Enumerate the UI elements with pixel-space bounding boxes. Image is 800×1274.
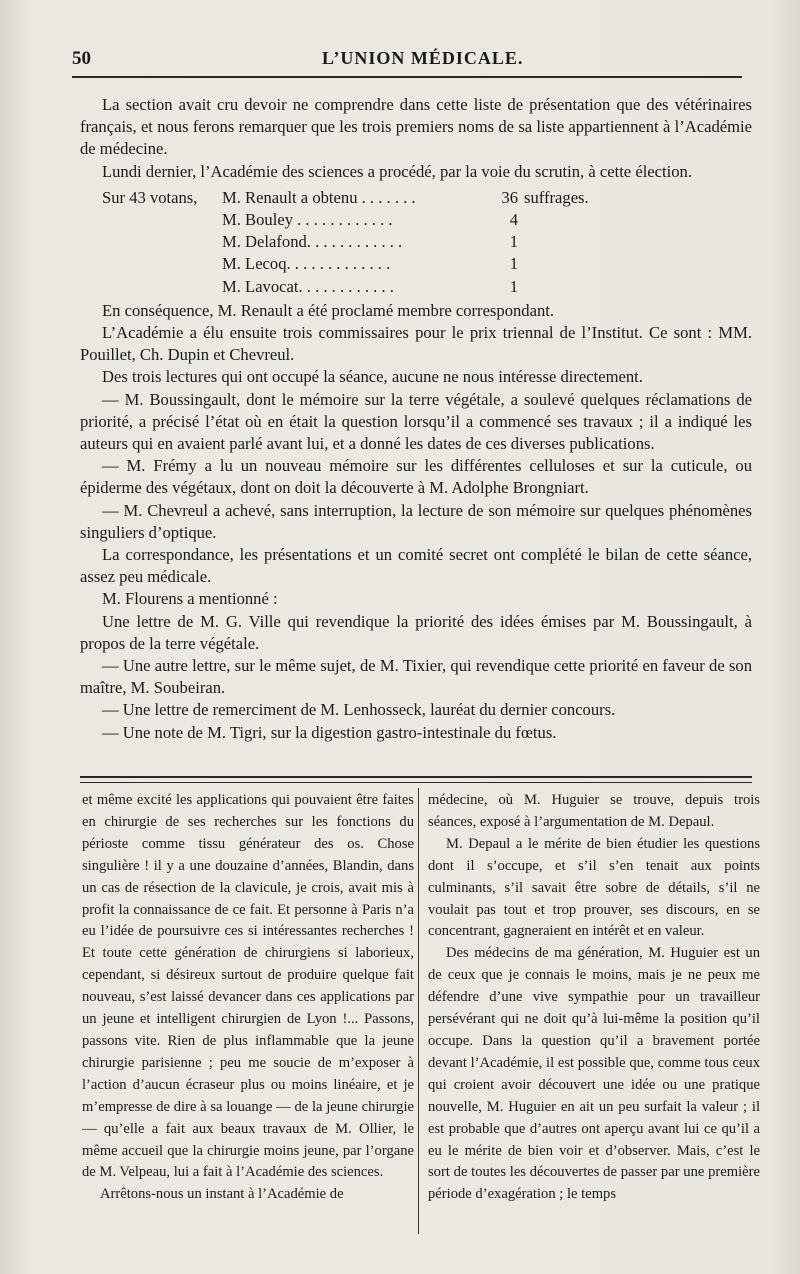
vote-row [102,209,644,231]
vote-row [102,231,644,253]
vote-name: M. Renault a obtenu . . . . . . . [222,187,416,207]
paragraph: La section avait cru devoir ne comprendre dans cette liste de présentation que des vétérinaires français, et nous ferons remarquer que les trois premiers noms de sa liste appartiennent à l’Académie de médecine. [80,95,752,159]
vote-count: 36 [501,187,518,207]
paragraph: L’Académie a élu ensuite trois commissaires pour le prix triennal de l’Institut. Ce sont : MM. Pouillet, Ch. Dupin et Chevreul. [80,323,752,365]
feuilleton-right-column [428,790,760,1206]
paragraph: M. Depaul a le mérite de bien étudier les questions dont il s’occupe, et s’il s’en tenait aux points culminants, s’il savait être sobre de détails, s’il ne voulait pas tout et trop prouver, ses discours, en se concentrant, gagneraient en intérêt et en valeur. [428,835,760,940]
vote-row [102,253,644,275]
vote-count: 1 [509,276,518,296]
column-divider [418,788,419,1234]
paragraph: M. Flourens a mentionné : [102,589,278,609]
paragraph: En conséquence, M. Renault a été proclamé membre correspondant. [102,300,555,320]
vote-suffix [524,209,644,231]
vote-suffix [524,253,644,275]
paragraph: — Une lettre de remerciment de M. Lenhosseck, lauréat du dernier concours. [102,700,616,720]
vote-count: 1 [509,254,518,274]
paragraph: Lundi dernier, l’Académie des sciences a procédé, par la voie du scrutin, à cette élection. [102,161,692,181]
vote-name: M. Delafond. . . . . . . . . . . . [222,232,403,252]
vote-prefix [102,209,222,231]
vote-count: 4 [509,210,518,230]
header-rule [72,76,742,78]
paragraph: — Une note de M. Tigri, sur la digestion gastro-intestinale du fœtus. [102,722,557,742]
page-number: 50 [72,48,91,69]
paragraph: — Une autre lettre, sur le même sujet, de M. Tixier, qui revendique cette priorité en faveur de son maître, M. Soubeiran. [80,656,752,698]
section-divider [80,776,752,783]
feuilleton-left-column [82,790,414,1206]
vote-row [102,276,644,298]
page-header [72,48,742,76]
paragraph: — M. Frémy a lu un nouveau mémoire sur les différentes celluloses et sur la cuticule, ou épiderme des végétaux, dont on doit la découverte à M. Adolphe Brongniart. [80,456,752,498]
paragraph: Des médecins de ma génération, M. Huguier est un de ceux que je connais le moins, mais je ne peux me défendre d’une vive sympathie pour un travailleur persévérant qui ne doit qu’à lui-même la position qu’il occupe. Dans la question qu’il a bravement portée devant l’Académie, il est possible que, comme tous ceux qui croient avoir découvert une idée ou une pratique nouvelle, M. Huguier en ait un peu surfait la valeur ; il est probable que d’autres ont aperçu avant lui ce qu’il a eu le mérite de bien voir et d’observer. Mais, c’est le sort de toutes les découvertes de passer par une première période d’exagération ; le temps [428,945,760,1203]
journal-title: L’UNION MÉDICALE. [322,48,524,68]
paragraph: La correspondance, les présentations et un comité secret ont complété le bilan de cette séance, assez peu médicale. [80,545,752,587]
vote-name: M. Bouley . . . . . . . . . . . . [222,210,393,230]
vote-count: 1 [509,232,518,252]
paragraph: Arrêtons-nous un instant à l’Académie de [100,1186,344,1203]
paragraph: et même excité les applications qui pouvaient être faites en chirurgie de ses recherches sur les fonctions du périoste comme tissu générateur des os. Chose singulière ! il y a une douzaine d’années, Blandin, dans un cas de résection de la clavicule, je crois, avait mis à profit la connaissance de ce fait. Et personne à Paris n’a eu l’idée de poursuivre ces si intéressantes recherches ! Et toute cette génération de chirurgiens si laborieux, cependant, si désireux surtout de produire quelque fait nouveau, s’est laissé devancer dans ces applications par un jeune et intelligent chirurgien de Lyon !... Passons, passons vite. Rien de plus inflammable que la jeune chirurgie parisienne ; peu me soucie de m’exposer à l’action d’aucun écraseur plus ou moins linéaire, et je m’empresse de dire à sa louange — de la jeune chirurgie — qu’elle a fait aux beaux travaux de M. Ollier, le même accueil que la chirurgie moins jeune, par l’organe de M. Velpeau, lui a fait à l’Académie des sciences. [82,792,414,1181]
paragraph: médecine, où M. Huguier se trouve, depuis trois séances, exposé à l’argumentation de M. Depaul. [428,792,760,830]
vote-prefix [102,253,222,275]
vote-prefix [102,231,222,253]
vote-prefix [102,276,222,298]
vote-suffix: suffrages. [524,187,589,207]
paragraph: — M. Boussingault, dont le mémoire sur la terre végétale, a soulevé quelques réclamations de priorité, a précisé l’état où en était la question lorsqu’il a commencé ses travaux ; il a indiqué les auteurs qui en avaient parlé avant lui, et a donné les dates de ces diverses publications. [80,389,752,454]
vote-name: M. Lecoq. . . . . . . . . . . . . [222,254,391,274]
vote-row [102,187,644,209]
main-article [80,94,752,744]
vote-prefix: Sur 43 votans, [102,187,198,207]
vote-suffix [524,276,644,298]
paragraph: Une lettre de M. G. Ville qui revendique la priorité des idées émises par M. Boussingault, à propos de la terre végétale. [80,611,752,653]
vote-suffix [524,231,644,253]
vote-name: M. Lavocat. . . . . . . . . . . . [222,276,394,296]
paragraph: Des trois lectures qui ont occupé la séance, aucune ne nous intéresse directement. [102,367,643,387]
vote-results-table [102,187,644,298]
paragraph: — M. Chevreul a achevé, sans interruption, la lecture de son mémoire sur quelques phénomènes singuliers d’optique. [80,500,752,542]
